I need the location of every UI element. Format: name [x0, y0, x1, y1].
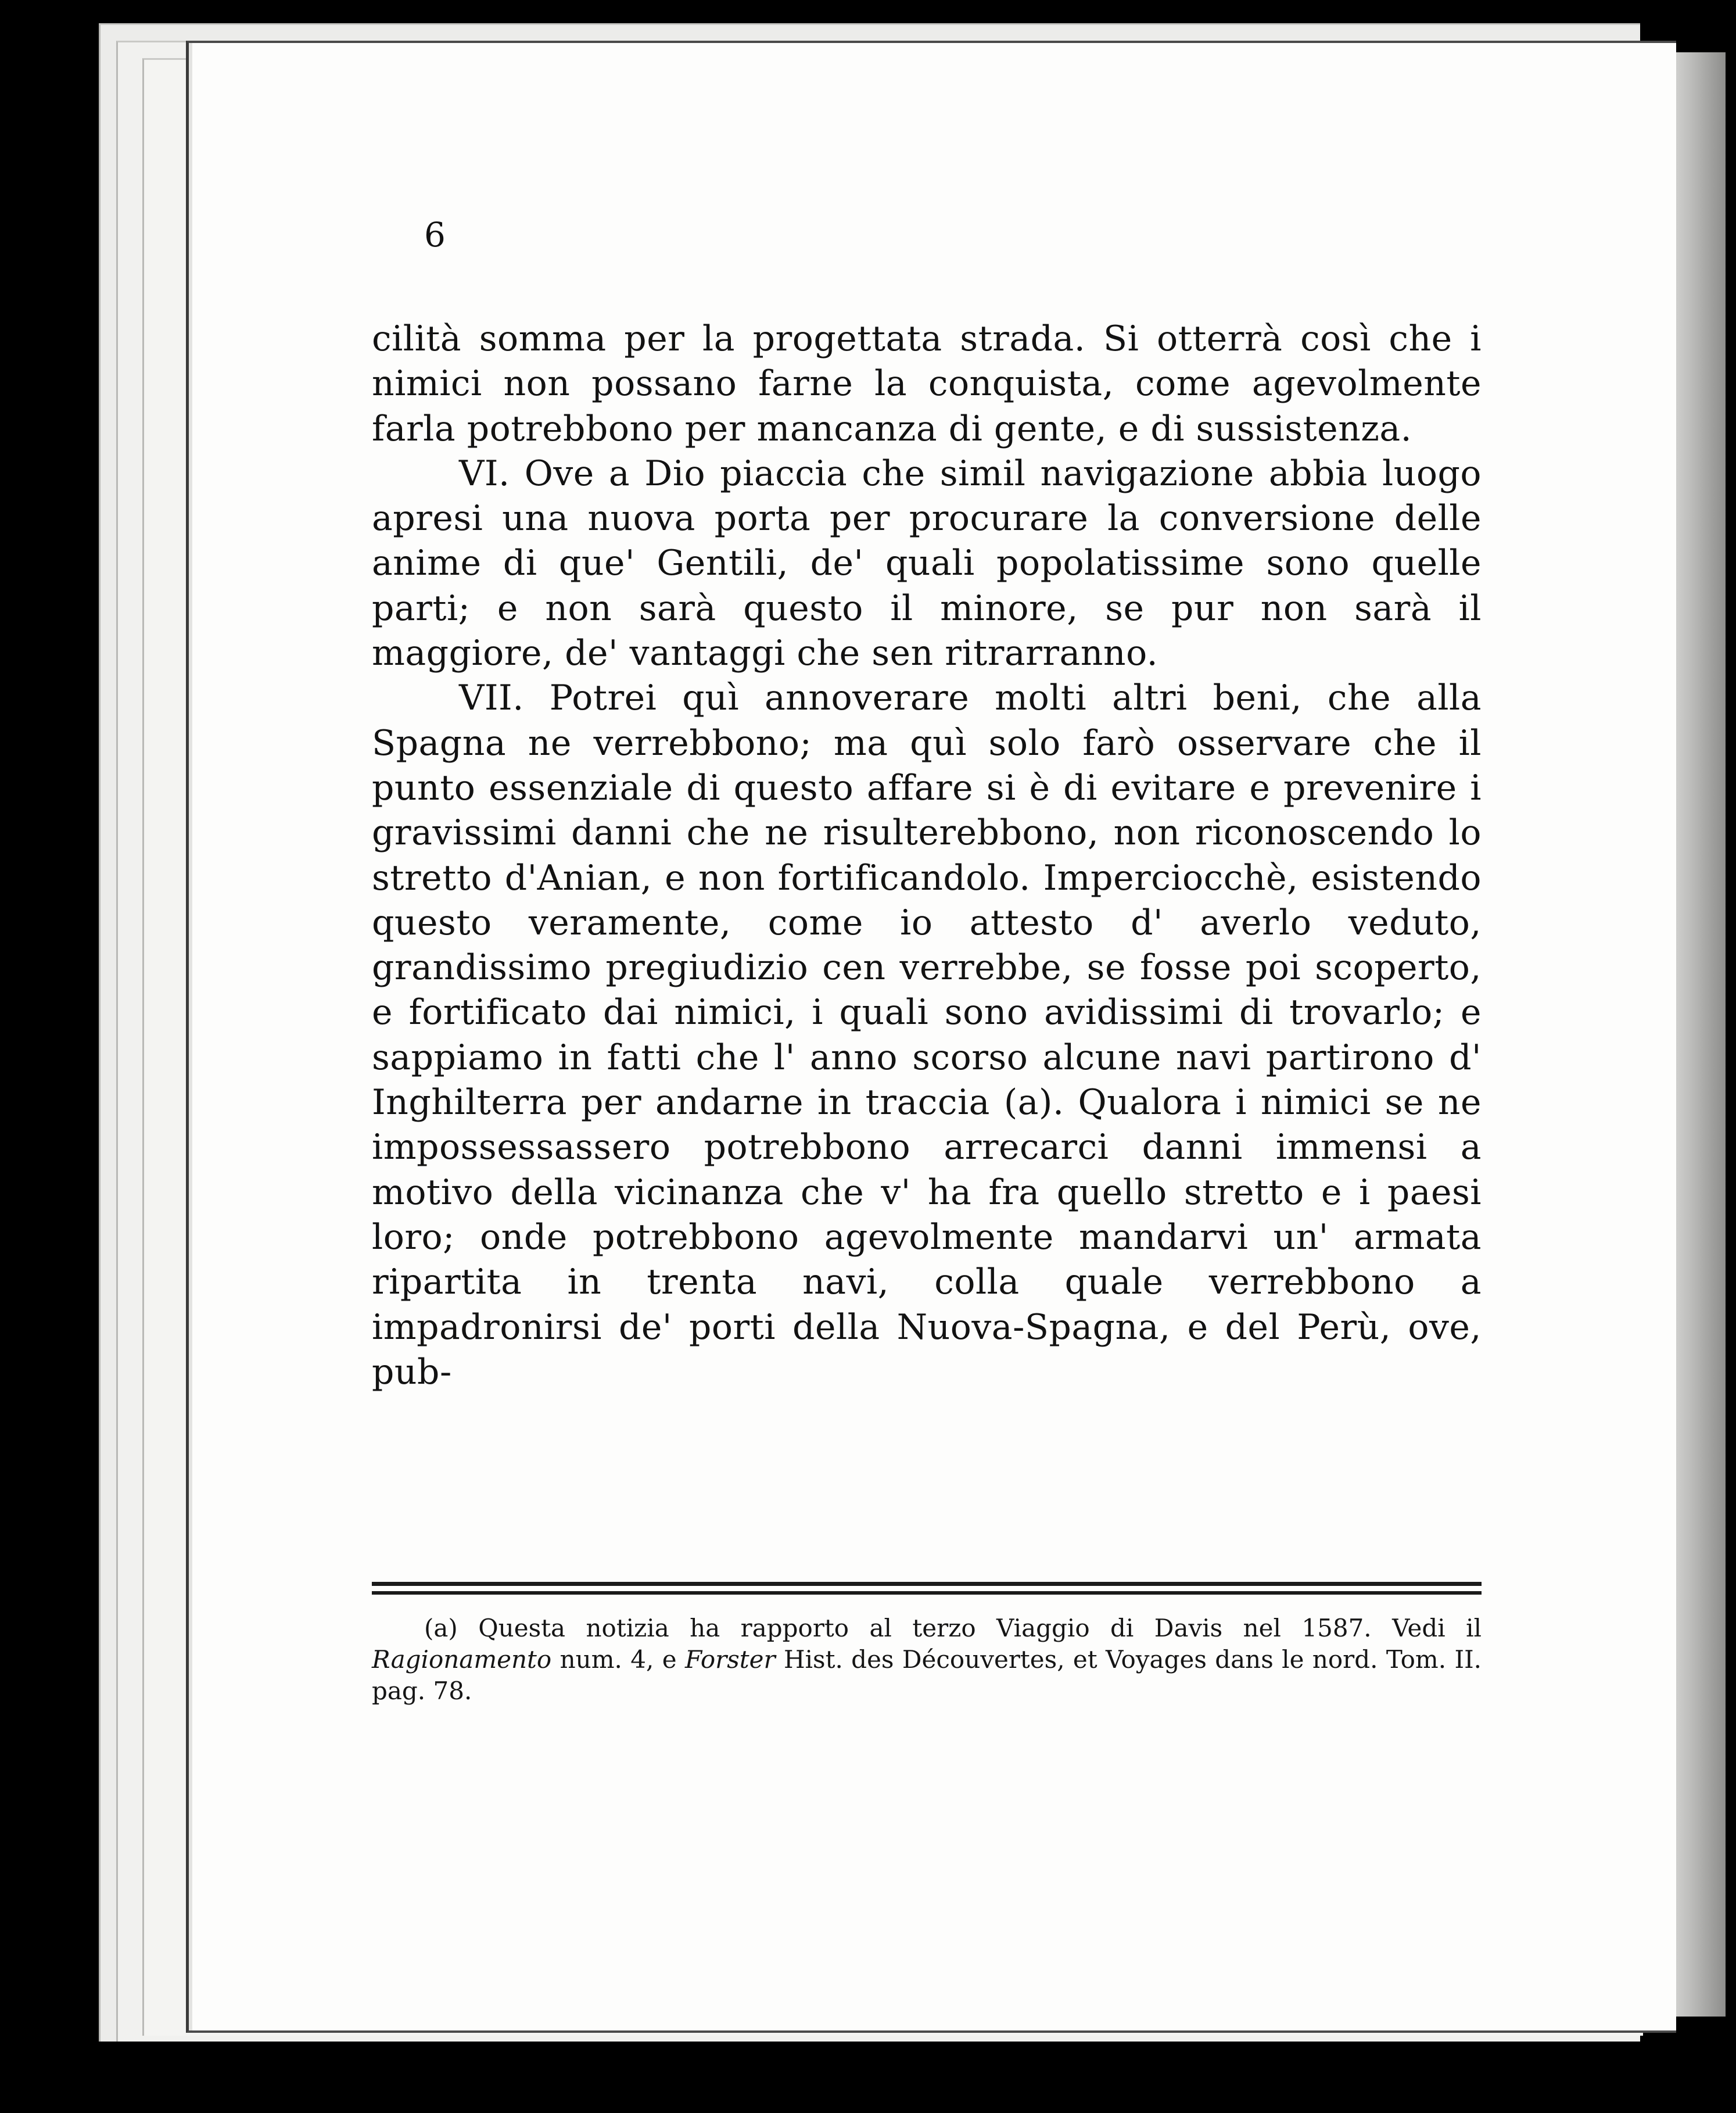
- page-number: 6: [424, 215, 446, 255]
- page-edge-shadow: [1667, 52, 1726, 2017]
- paragraph: cilità somma per la progettata strada. Si otterrà così che i nimici non possano farne la conquista, come agevolmente farla potrebbono per mancanza di gente, e di sussistenza.: [372, 318, 1482, 449]
- paragraph: VI. Ove a Dio piaccia che simil navigazione abbia luogo apresi una nuova porta per procurare la conversione delle anime di que' Gentili, de' quali popolatissime sono quelle parti; e non sarà questo il minore, se pur non sarà il maggiore, de' vantaggi che sen ritrarranno.: [372, 453, 1482, 674]
- footnote-text-segment: Questa notizia ha rapporto al terzo Viaggio di Davis nel 1587. Vedi il: [478, 1614, 1482, 1642]
- footnote: [372, 1613, 1482, 1707]
- footnote-italic-author: Forster: [684, 1645, 776, 1674]
- paragraph: VII. Potrei quì annoverare molti altri beni, che alla Spagna ne verrebbono; ma quì solo farò osservare che il punto essenziale di questo affare si è di evitare e prevenire i gravissimi danni che ne risulterebbono, non riconoscendo lo stretto d'Anian, e non fortificandolo. Imperciocchè, esistendo questo veramente, come io attesto d' averlo veduto, grandissimo pregiudizio cen verrebbe, se fosse poi scoperto, e fortificato dai nimici, i quali sono avidissimi di trovarlo; e sappiamo in fatti che l' anno scorso alcune navi partirono d' Inghilterra per andarne in traccia (a). Qualora i nimici se ne impossessassero potrebbono arrecarci danni immensi a motivo della vicinanza che v' ha fra quello stretto e i paesi loro; onde potrebbono agevolmente mandarvi un' armata ripartita in trenta navi, colla quale verrebbono a impadronirsi de' porti della Nuova-Spagna, e del Perù, ove, pub-: [372, 678, 1482, 1392]
- footnote-separator: [372, 1582, 1482, 1586]
- footnote-text-segment: Hist. des Découvertes, et Voyages dans le nord. Tom. II. pag. 78.: [372, 1645, 1482, 1705]
- page-body: [372, 317, 1482, 1395]
- footnote-italic-title: Ragionamento: [372, 1645, 552, 1674]
- footnote-text-segment: num. 4, e: [559, 1645, 677, 1674]
- footnote-marker: (a): [424, 1614, 458, 1642]
- footnote-separator: [372, 1591, 1482, 1595]
- footnote-text: [372, 1613, 1482, 1707]
